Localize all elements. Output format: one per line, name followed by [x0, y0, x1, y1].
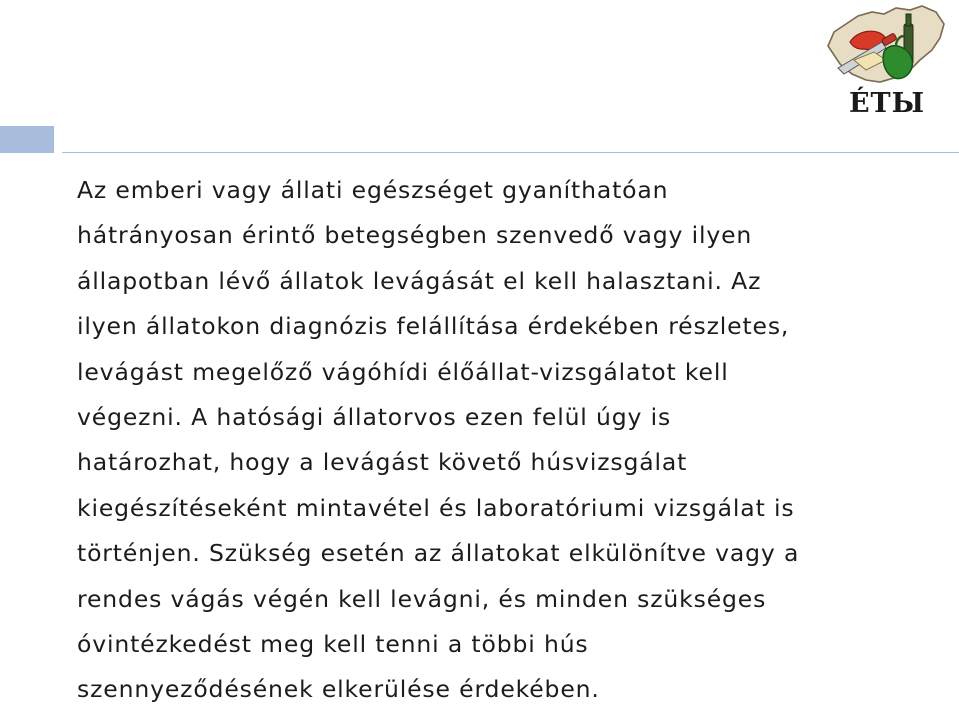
paragraph-line: történjen. Szükség esetén az állatokat elkülönítve vagy a [77, 539, 800, 568]
paragraph-line: levágást megelőző vágóhídi élőállat-vizsgálatot kell [77, 357, 729, 386]
paragraph-line: óvintézkedést meg kell tenni a többi hús [77, 630, 589, 659]
paragraph-line: végezni. A hatósági állatorvos ezen felül úgy is [77, 403, 672, 432]
paragraph-line: szennyeződésének elkerülése érdekében. [77, 675, 600, 704]
body-paragraph [77, 168, 947, 713]
paragraph-line: Az emberi vagy állati egészséget gyaníthatóan [77, 176, 669, 204]
paragraph-line: határozhat, hogy a levágást követő húsvizsgálat [77, 448, 688, 477]
paragraph-line: állapotban lévő állatok levágását el kell halasztani. Az [77, 266, 762, 295]
title-accent-block [0, 126, 54, 153]
paragraph-line: ilyen állatokon diagnózis felállítása érdekében részletes, [77, 312, 790, 341]
ethi-logo-icon [824, 2, 950, 92]
logo-text: ÉTЫ [848, 88, 926, 119]
ethi-logo [824, 2, 950, 122]
paragraph-line: rendes vágás végén kell levágni, és minden szükséges [77, 584, 767, 613]
paragraph-line: kiegészítéseként mintavétel és laboratóriumi vizsgálat is [77, 493, 795, 522]
paragraph-line: hátrányosan érintő betegségben szenvedő vagy ilyen [77, 221, 753, 250]
title-accent-line [62, 126, 959, 153]
